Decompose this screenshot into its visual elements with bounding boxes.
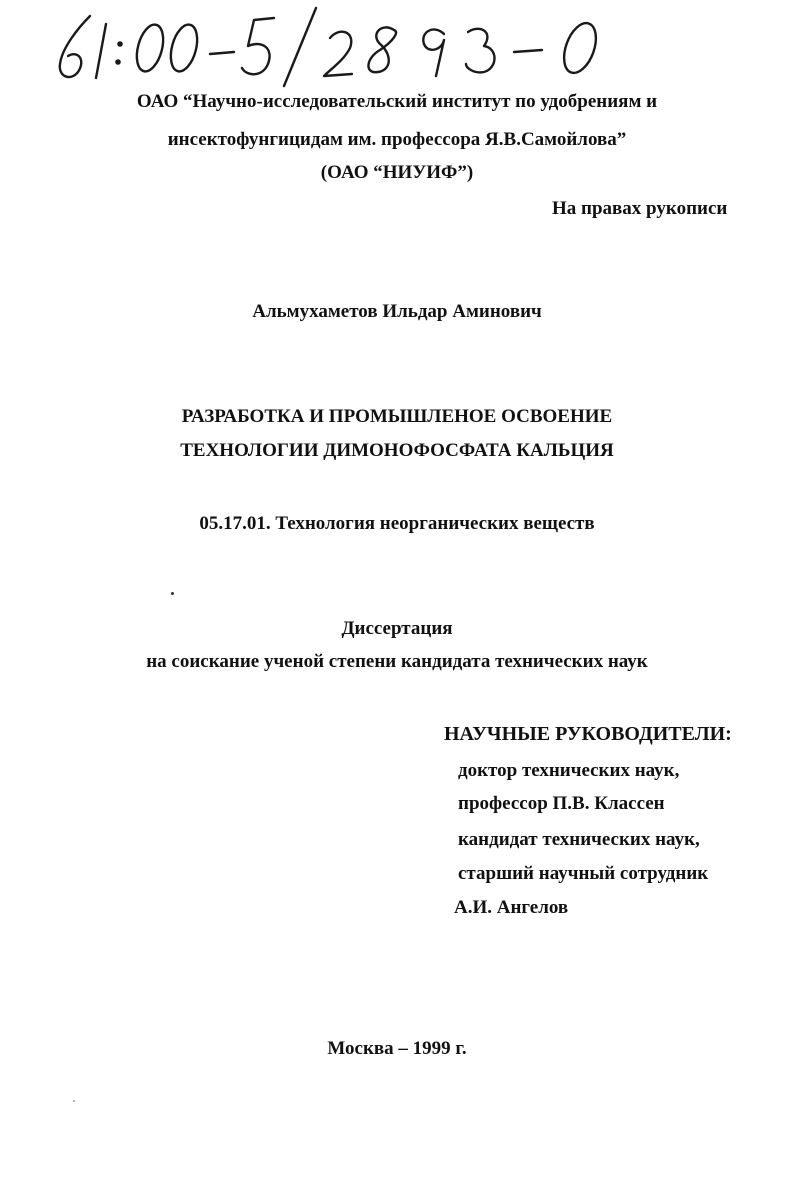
supervisor-line: доктор технических наук, (458, 760, 680, 781)
author-name: Альмухаметов Ильдар Аминович (252, 301, 542, 322)
supervisor-line: кандидат технических наук, (458, 829, 700, 850)
supervisors-heading: НАУЧНЫЕ РУКОВОДИТЕЛИ: (444, 723, 732, 745)
title-line-2: ТЕХНОЛОГИИ ДИМОНОФОСФАТА КАЛЬЦИЯ (180, 440, 614, 461)
supervisor-line: старший научный сотрудник (458, 863, 709, 884)
rights-notice: На правах рукописи (552, 198, 728, 219)
handwritten-archive-number (48, 2, 608, 92)
supervisor-line: профессор П.В. Классен (458, 793, 665, 814)
scan-speck (73, 1100, 75, 1102)
institution-line-1: ОАО “Научно-исследовательский институт по удобрениям и (136, 91, 658, 112)
institution-line-2: инсектофунгицидам им. профессора Я.В.Самойлова” (167, 129, 627, 150)
institution-short-name: (ОАО “НИУИФ”) (320, 162, 474, 183)
specialty: 05.17.01. Технология неорганических веществ (199, 513, 595, 534)
work-type: Диссертация (341, 618, 453, 639)
scan-speck (171, 592, 174, 595)
title-line-1: РАЗРАБОТКА И ПРОМЫШЛЕНОЕ ОСВОЕНИЕ (181, 406, 613, 427)
place-and-year: Москва – 1999 г. (327, 1038, 467, 1059)
degree-line: на соискание ученой степени кандидата технических наук (146, 651, 648, 672)
supervisor-line: А.И. Ангелов (454, 897, 569, 918)
